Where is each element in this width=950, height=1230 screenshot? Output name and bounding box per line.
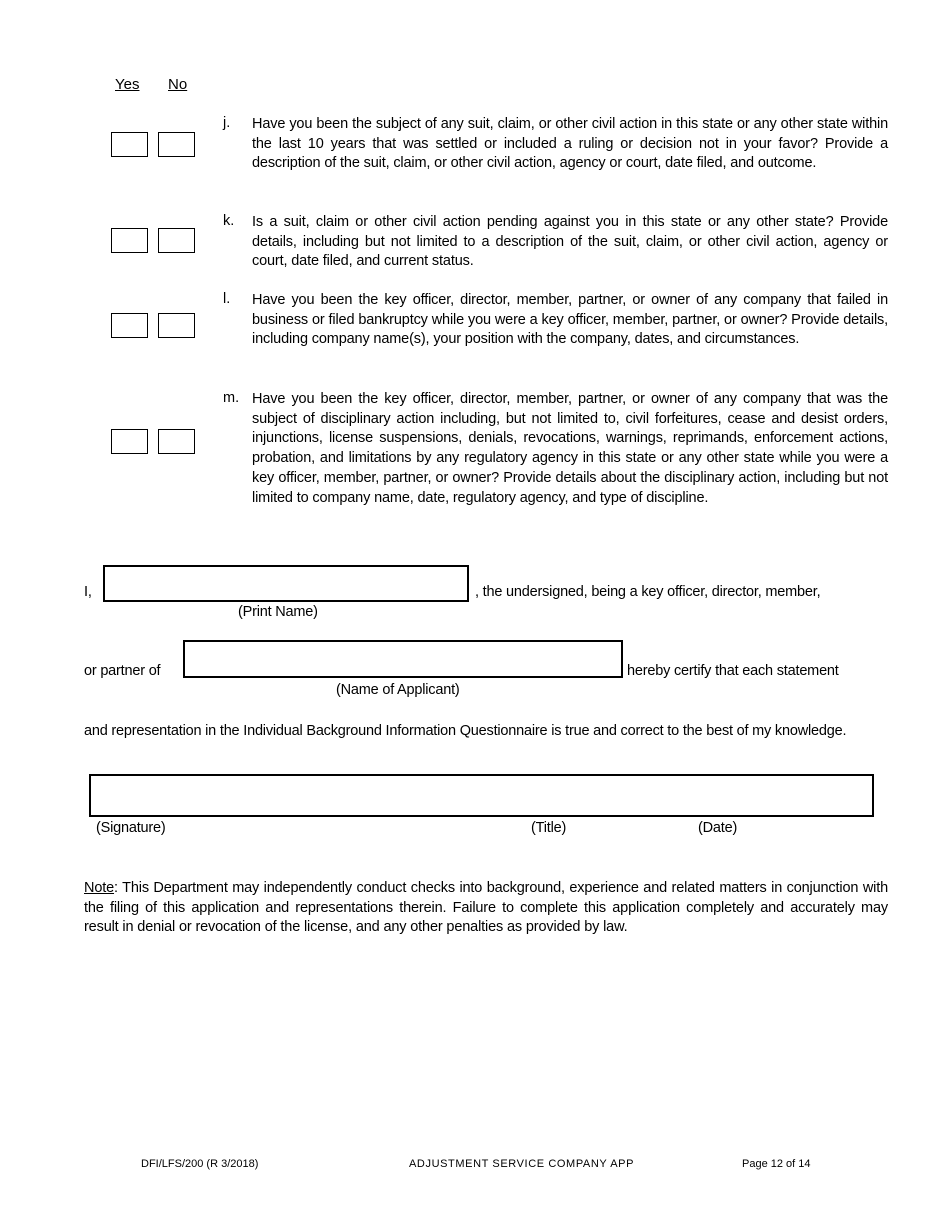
question-k-no-checkbox[interactable] [158, 228, 195, 253]
applicant-name-caption: (Name of Applicant) [336, 682, 460, 698]
question-l-yes-checkbox[interactable] [111, 313, 148, 338]
question-m-no-checkbox[interactable] [158, 429, 195, 454]
question-l-no-checkbox[interactable] [158, 313, 195, 338]
question-k-text: Is a suit, claim or other civil action pending against you in this state or any other state? Provide details, including but not limited to a description of the suit, claim, or other civil action, agency or court, date filed, and current status. [252, 214, 888, 270]
question-j-no-checkbox[interactable] [158, 132, 195, 157]
signature-caption: (Signature) [96, 820, 166, 836]
note-text: : This Department may independently conduct checks into background, experience and related matters in conjunction with the filing of this application and representations therein. Failure to complete this application completely and accurately may result in denial or revocation of the license, and any other penalties as provided by law. [84, 880, 888, 936]
certification-after-applicant: hereby certify that each statement [627, 663, 839, 679]
question-l-text: Have you been the key officer, director, member, partner, or owner of any company that failed in business or filed bankruptcy while you were a key officer, member, partner, or owner? Provide details, including company name(s), your position with the company, dates, and circumstances. [252, 292, 888, 348]
print-name-caption: (Print Name) [238, 604, 318, 620]
certification-statement: and representation in the Individual Background Information Questionnaire is true and correct to the best of my knowledge. [84, 723, 847, 739]
date-caption: (Date) [698, 820, 738, 836]
note-label: Note [84, 880, 115, 896]
question-j-letter: j. [223, 115, 231, 131]
question-j-yes-checkbox[interactable] [111, 132, 148, 157]
footer-form-title: ADJUSTMENT SERVICE COMPANY APP [409, 1158, 635, 1170]
certification-prefix: I, [84, 584, 92, 600]
question-m-letter: m. [223, 390, 240, 406]
applicant-name-field[interactable] [183, 640, 623, 678]
question-l-letter: l. [223, 291, 231, 307]
no-column-header: No [168, 76, 188, 93]
footer-form-id: DFI/LFS/200 (R 3/2018) [141, 1158, 259, 1170]
certification-after-name: , the undersigned, being a key officer, director, member, [475, 584, 821, 600]
question-k-yes-checkbox[interactable] [111, 228, 148, 253]
print-name-field[interactable] [103, 565, 469, 602]
yes-column-header: Yes [115, 76, 140, 93]
footer-page-number: Page 12 of 14 [742, 1158, 811, 1170]
question-k-letter: k. [223, 213, 235, 229]
question-m-text: Have you been the key officer, director, member, partner, or owner of any company that was the subject of disciplinary action including, but not limited to, civil forfeitures, cease and desist orders, injunctions, license suspensions, denials, revocations, warnings, reprimands, enforcement actions, probation, and limitations by any regulatory agency in this state or any other state while you were a key officer, member, partner, or owner? Provide details about the disciplinary action, including but not limited to company name, date, regulatory agency, and type of discipline. [252, 391, 888, 506]
question-m-yes-checkbox[interactable] [111, 429, 148, 454]
note-paragraph [84, 879, 888, 938]
title-caption: (Title) [531, 820, 567, 836]
signature-title-date-field[interactable] [89, 774, 874, 817]
question-j-text: Have you been the subject of any suit, claim, or other civil action in this state or any other state within the last 10 years that was settled or included a ruling or decision not in your favor? Provide a description of the suit, claim, or other civil action, agency or court, date filed, and outcome. [252, 116, 888, 172]
partner-prefix: or partner of [84, 663, 161, 679]
